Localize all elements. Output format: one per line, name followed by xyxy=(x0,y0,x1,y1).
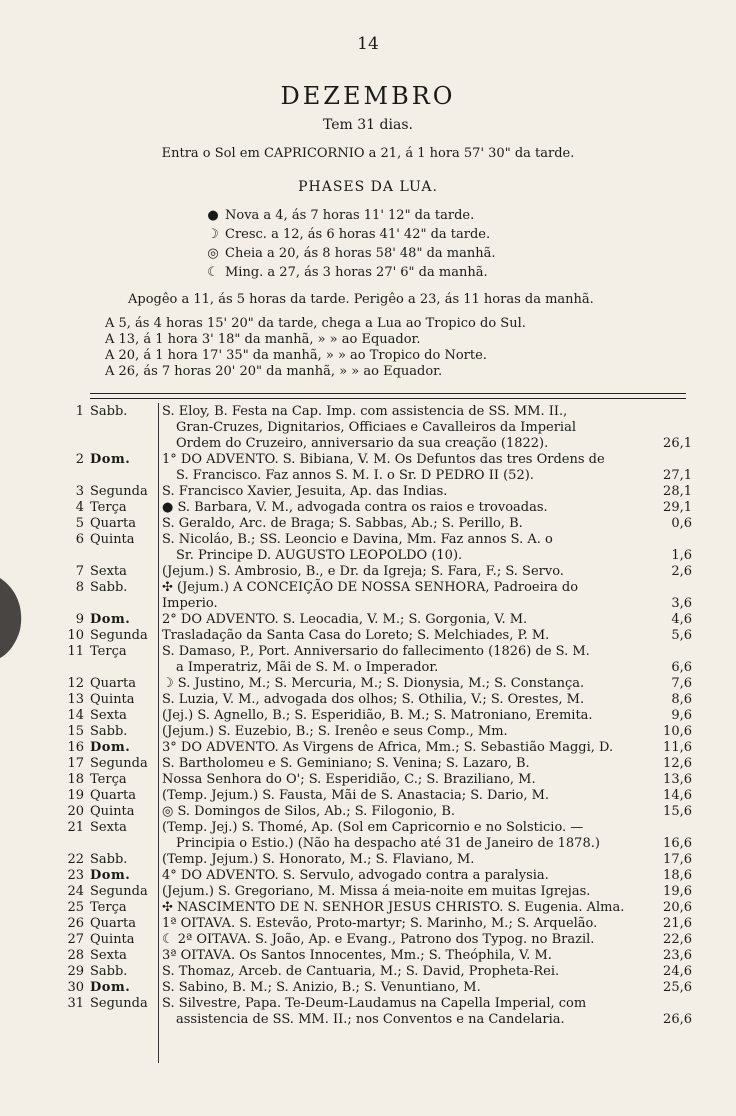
moon-phase xyxy=(205,206,495,225)
calendar-table xyxy=(62,404,692,1028)
feast-text xyxy=(162,484,630,500)
day-cell xyxy=(62,948,156,964)
day-number: 17 xyxy=(67,756,84,771)
moon-age-value: 29,1 xyxy=(663,500,692,515)
feast-line: Ordem do Cruzeiro, anniversario da sua creação (1822). xyxy=(176,436,549,451)
day-number: 19 xyxy=(67,788,84,803)
day-number: 12 xyxy=(67,676,84,691)
moon-age-value: 4,6 xyxy=(671,612,692,627)
day-number: 5 xyxy=(75,516,84,531)
phase-text: Cheia a 20, ás 8 horas 58' 48" da manhã. xyxy=(225,246,496,261)
feast-line: (Temp. Jejum.) S. Honorato, M.; S. Flaviano, M. xyxy=(162,852,475,867)
feast-text xyxy=(162,692,630,708)
full-moon-icon: ◎ xyxy=(207,246,219,261)
moon-age-value: 25,6 xyxy=(663,980,692,995)
day-cell xyxy=(62,852,156,868)
moon-age-value: 1,6 xyxy=(671,548,692,563)
moon-age-value: 15,6 xyxy=(663,804,692,819)
moon-age-value: 23,6 xyxy=(663,948,692,963)
day-number: 3 xyxy=(75,484,84,499)
moon-age-value: 21,6 xyxy=(663,916,692,931)
feast-text xyxy=(162,676,630,692)
calendar-row xyxy=(62,932,692,948)
weekday: Sexta xyxy=(90,708,127,723)
weekday: Sabb. xyxy=(90,580,128,595)
day-number: 4 xyxy=(75,500,84,515)
phases-title: PHASES DA LUA. xyxy=(298,179,438,195)
day-number: 20 xyxy=(67,804,84,819)
day-number: 22 xyxy=(67,852,84,867)
page-edge-ornament xyxy=(0,570,30,660)
feast-line: (Jejum.) S. Ambrosio, B., e Dr. da Igreja; S. Fara, F.; S. Servo. xyxy=(162,564,564,579)
calendar-row xyxy=(62,948,692,964)
weekday: Sexta xyxy=(90,564,127,579)
moon-phase xyxy=(205,263,495,282)
feast-line: 1ª OITAVA. S. Estevão, Proto-martyr; S. Marinho, M.; S. Arquelão. xyxy=(162,916,598,931)
day-number: 11 xyxy=(67,644,84,659)
weekday: Dom. xyxy=(90,980,131,995)
weekday: Sabb. xyxy=(90,964,128,979)
day-cell xyxy=(62,724,156,740)
calendar-row xyxy=(62,820,692,852)
feast-line: S. Damaso, P., Port. Anniversario do fallecimento (1826) de S. M. xyxy=(162,644,590,659)
calendar-row xyxy=(62,884,692,900)
feast-text xyxy=(162,964,630,980)
moon-age-value: 24,6 xyxy=(663,964,692,979)
day-cell xyxy=(62,676,156,692)
feast-line: S. Nicoláo, B.; SS. Leoncio e Davina, Mm. Faz annos S. A. o xyxy=(162,532,553,547)
weekday: Quinta xyxy=(90,532,135,547)
day-number: 9 xyxy=(75,612,84,627)
day-cell xyxy=(62,708,156,724)
weekday: Segunda xyxy=(90,884,148,899)
feast-text xyxy=(162,788,630,804)
phase-text: Cresc. a 12, ás 6 horas 41' 42" da tarde. xyxy=(225,227,491,242)
feast-line: S. Sabino, B. M.; S. Anizio, B.; S. Venuntiano, M. xyxy=(162,980,481,995)
feast-line: S. Francisco Xavier, Jesuita, Ap. das Indias. xyxy=(162,484,448,499)
weekday: Dom. xyxy=(90,740,131,755)
feast-line: ✣ (Jejum.) A CONCEIÇÃO DE NOSSA SENHORA, Padroeira do Imperio. xyxy=(162,580,579,611)
calendar-row xyxy=(62,564,692,580)
moon-age-value: 16,6 xyxy=(663,836,692,851)
feast-text xyxy=(162,628,630,644)
moon-age-value: 2,6 xyxy=(671,564,692,579)
days-count: Tem 31 dias. xyxy=(323,117,413,133)
weekday: Dom. xyxy=(90,868,131,883)
day-cell xyxy=(62,564,156,580)
moon-age-value: 6,6 xyxy=(671,660,692,675)
weekday: Sabb. xyxy=(90,852,128,867)
day-number: 29 xyxy=(67,964,84,979)
day-number: 21 xyxy=(67,820,84,835)
weekday: Segunda xyxy=(90,756,148,771)
feast-line: (Temp. Jejum.) S. Fausta, Mãi de S. Anastacia; S. Dario, M. xyxy=(162,788,550,803)
day-number: 28 xyxy=(67,948,84,963)
feast-line: ☽ S. Justino, M.; S. Mercuria, M.; S. Dionysia, M.; S. Constança. xyxy=(162,676,585,691)
double-rule-top xyxy=(90,393,686,394)
day-number: 16 xyxy=(67,740,84,755)
moon-age-value: 8,6 xyxy=(671,692,692,707)
feast-line: S. Geraldo, Arc. de Braga; S. Sabbas, Ab.; S. Perillo, B. xyxy=(162,516,523,531)
day-cell xyxy=(62,804,156,820)
weekday: Quarta xyxy=(90,916,136,931)
feast-text xyxy=(162,772,630,788)
day-number: 6 xyxy=(75,532,84,547)
day-number: 10 xyxy=(67,628,84,643)
phase-text: Nova a 4, ás 7 horas 11' 12" da tarde. xyxy=(225,208,475,223)
day-cell xyxy=(62,820,156,836)
double-rule-bottom xyxy=(90,398,686,399)
calendar-row xyxy=(62,692,692,708)
calendar-row xyxy=(62,996,692,1028)
moon-phases-list xyxy=(205,206,495,282)
moon-age-value: 7,6 xyxy=(671,676,692,691)
weekday: Sexta xyxy=(90,820,127,835)
moon-age-value: 9,6 xyxy=(671,708,692,723)
day-number: 27 xyxy=(67,932,84,947)
feast-text xyxy=(162,900,630,916)
feast-text xyxy=(162,756,630,772)
weekday: Dom. xyxy=(90,612,131,627)
weekday: Sabb. xyxy=(90,724,128,739)
calendar-row xyxy=(62,500,692,516)
feast-text xyxy=(162,884,630,900)
feast-line: 3° DO ADVENTO. As Virgens de Africa, Mm.; S. Sebastião Maggi, D. xyxy=(162,740,614,755)
moon-age-value: 20,6 xyxy=(663,900,692,915)
weekday: Terça xyxy=(90,644,127,659)
day-cell xyxy=(62,692,156,708)
first-quarter-icon: ☽ xyxy=(207,227,219,242)
feast-text xyxy=(162,980,630,996)
feast-line: 3ª OITAVA. Os Santos Innocentes, Mm.; S. Theóphila, V. M. xyxy=(162,948,552,963)
feast-text xyxy=(162,580,630,612)
feast-text xyxy=(162,516,630,532)
moon-phase xyxy=(205,244,495,263)
feast-line: (Jej.) S. Agnello, B.; S. Esperidião, B. M.; S. Matroniano, Eremita. xyxy=(162,708,593,723)
weekday: Quarta xyxy=(90,676,136,691)
weekday: Segunda xyxy=(90,628,148,643)
feast-line: 2° DO ADVENTO. S. Leocadia, V. M.; S. Gorgonia, V. M. xyxy=(162,612,528,627)
weekday: Sexta xyxy=(90,948,127,963)
feast-line: ◎ S. Domingos de Silos, Ab.; S. Filogonio, B. xyxy=(162,804,456,819)
feast-text xyxy=(162,820,630,852)
month-title: DEZEMBRO xyxy=(280,82,456,110)
feast-text xyxy=(162,932,630,948)
phase-text: Ming. a 27, ás 3 horas 27' 6" da manhã. xyxy=(225,265,488,280)
feast-line: S. Silvestre, Papa. Te-Deum-Laudamus na Capella Imperial, com xyxy=(162,996,587,1011)
feast-line: Gran-Cruzes, Dignitarios, Officiaes e Cavalleiros da Imperial xyxy=(176,420,576,435)
calendar-row xyxy=(62,404,692,452)
day-number: 18 xyxy=(67,772,84,787)
last-quarter-icon: ☾ xyxy=(207,265,219,280)
feast-text xyxy=(162,452,630,484)
calendar-row xyxy=(62,452,692,484)
day-cell xyxy=(62,532,156,548)
day-number: 31 xyxy=(67,996,84,1011)
weekday: Terça xyxy=(90,900,127,915)
calendar-row xyxy=(62,708,692,724)
moon-age-value: 14,6 xyxy=(663,788,692,803)
feast-line: S. Francisco. Faz annos S. M. I. o Sr. D PEDRO II (52). xyxy=(176,468,534,483)
moon-age-value: 26,1 xyxy=(663,436,692,451)
calendar-row xyxy=(62,980,692,996)
moon-age-value: 11,6 xyxy=(663,740,692,755)
day-cell xyxy=(62,980,156,996)
day-cell xyxy=(62,964,156,980)
feast-line: ☾ 2ª OITAVA. S. João, Ap. e Evang., Patrono dos Typog. no Brazil. xyxy=(162,932,595,947)
feast-text xyxy=(162,996,630,1028)
moon-age-value: 18,6 xyxy=(663,868,692,883)
day-cell xyxy=(62,580,156,596)
calendar-row xyxy=(62,532,692,564)
calendar-row xyxy=(62,628,692,644)
calendar-row xyxy=(62,900,692,916)
day-cell xyxy=(62,868,156,884)
calendar-row xyxy=(62,676,692,692)
weekday: Terça xyxy=(90,500,127,515)
feast-line: S. Thomaz, Arceb. de Cantuaria, M.; S. David, Propheta-Rei. xyxy=(162,964,560,979)
day-cell xyxy=(62,996,156,1012)
moon-age-value: 13,6 xyxy=(663,772,692,787)
lunar-tropics-list xyxy=(105,316,526,380)
weekday: Quarta xyxy=(90,516,136,531)
day-number: 8 xyxy=(75,580,84,595)
moon-phase xyxy=(205,225,495,244)
day-number: 23 xyxy=(67,868,84,883)
calendar-row xyxy=(62,516,692,532)
weekday: Sabb. xyxy=(90,404,128,419)
tropic-line: A 26, ás 7 horas 20' 20" da manhã, » » ao Equador. xyxy=(105,364,443,379)
day-cell xyxy=(62,404,156,420)
calendar-row xyxy=(62,868,692,884)
calendar-row xyxy=(62,804,692,820)
moon-age-value: 0,6 xyxy=(671,516,692,531)
day-cell xyxy=(62,612,156,628)
day-number: 14 xyxy=(67,708,84,723)
feast-line: (Jejum.) S. Gregoriano, M. Missa á meia-noite em muitas Igrejas. xyxy=(162,884,591,899)
feast-line: S. Eloy, B. Festa na Cap. Imp. com assistencia de SS. MM. II., xyxy=(162,404,568,419)
moon-age-value: 10,6 xyxy=(663,724,692,739)
day-cell xyxy=(62,884,156,900)
weekday: Dom. xyxy=(90,452,131,467)
day-number: 26 xyxy=(67,916,84,931)
calendar-row xyxy=(62,916,692,932)
calendar-row xyxy=(62,644,692,676)
day-cell xyxy=(62,484,156,500)
weekday: Segunda xyxy=(90,996,148,1011)
feast-line: S. Luzia, V. M., advogada dos olhos; S. Othilia, V.; S. Orestes, M. xyxy=(162,692,585,707)
page-number: 14 xyxy=(357,34,379,54)
day-number: 2 xyxy=(75,452,84,467)
day-cell xyxy=(62,740,156,756)
calendar-row xyxy=(62,772,692,788)
day-cell xyxy=(62,516,156,532)
feast-text xyxy=(162,740,630,756)
calendar-row xyxy=(62,484,692,500)
calendar-row xyxy=(62,724,692,740)
feast-text xyxy=(162,852,630,868)
calendar-row xyxy=(62,740,692,756)
feast-text xyxy=(162,916,630,932)
day-cell xyxy=(62,788,156,804)
weekday: Terça xyxy=(90,772,127,787)
tropic-line: A 20, á 1 hora 17' 35" da manhã, » » ao Tropico do Norte. xyxy=(105,348,487,363)
day-cell xyxy=(62,500,156,516)
moon-age-value: 22,6 xyxy=(663,932,692,947)
day-cell xyxy=(62,644,156,660)
feast-text xyxy=(162,948,630,964)
feast-line: Trasladação da Santa Casa do Loreto; S. Melchiades, P. M. xyxy=(162,628,550,643)
day-number: 7 xyxy=(75,564,84,579)
sun-entry: Entra o Sol em CAPRICORNIO a 21, á 1 hora 57' 30" da tarde. xyxy=(161,146,575,161)
moon-age-value: 5,6 xyxy=(671,628,692,643)
calendar-row xyxy=(62,580,692,612)
day-number: 24 xyxy=(67,884,84,899)
feast-text xyxy=(162,500,630,516)
feast-line: (Jejum.) S. Euzebio, B.; S. Irenêo e seus Comp., Mm. xyxy=(162,724,508,739)
feast-text xyxy=(162,532,630,564)
day-number: 25 xyxy=(67,900,84,915)
feast-line: ● S. Barbara, V. M., advogada contra os raios e trovoadas. xyxy=(162,500,548,515)
apogee-perigee: Apogêo a 11, ás 5 horas da tarde. Perigêo a 23, ás 11 horas da manhã. xyxy=(128,292,594,307)
day-cell xyxy=(62,772,156,788)
moon-age-value: 19,6 xyxy=(663,884,692,899)
feast-line: assistencia de SS. MM. II.; nos Conventos e na Candelaria. xyxy=(176,1012,565,1027)
weekday: Segunda xyxy=(90,484,148,499)
day-cell xyxy=(62,452,156,468)
feast-text xyxy=(162,612,630,628)
tropic-line: A 5, ás 4 horas 15' 20" da tarde, chega a Lua ao Tropico do Sul. xyxy=(105,316,526,331)
calendar-row xyxy=(62,852,692,868)
day-cell xyxy=(62,916,156,932)
feast-line: Nossa Senhora do O'; S. Esperidião, C.; S. Braziliano, M. xyxy=(162,772,536,787)
feast-line: a Imperatriz, Mãi de S. M. o Imperador. xyxy=(176,660,439,675)
weekday: Quarta xyxy=(90,788,136,803)
moon-age-value: 12,6 xyxy=(663,756,692,771)
day-cell xyxy=(62,628,156,644)
calendar-row xyxy=(62,612,692,628)
feast-text xyxy=(162,404,630,452)
day-number: 30 xyxy=(67,980,84,995)
calendar-row xyxy=(62,964,692,980)
moon-age-value: 28,1 xyxy=(663,484,692,499)
moon-age-value: 3,6 xyxy=(671,596,692,611)
weekday: Quinta xyxy=(90,804,135,819)
moon-age-value: 17,6 xyxy=(663,852,692,867)
feast-line: Sr. Principe D. AUGUSTO LEOPOLDO (10). xyxy=(176,548,463,563)
day-number: 1 xyxy=(75,404,84,419)
new-moon-icon: ● xyxy=(207,208,219,223)
tropic-line: A 13, á 1 hora 3' 18" da manhã, » » ao Equador. xyxy=(105,332,421,347)
feast-line: S. Bartholomeu e S. Geminiano; S. Venina; S. Lazaro, B. xyxy=(162,756,530,771)
feast-text xyxy=(162,564,630,580)
calendar-row xyxy=(62,756,692,772)
feast-text xyxy=(162,724,630,740)
day-cell xyxy=(62,932,156,948)
feast-line: Principia o Estio.) (Não ha despacho até 31 de Janeiro de 1878.) xyxy=(176,836,600,851)
day-number: 13 xyxy=(67,692,84,707)
feast-line: 4° DO ADVENTO. S. Servulo, advogado contra a paralysia. xyxy=(162,868,549,883)
weekday: Quinta xyxy=(90,692,135,707)
weekday: Quinta xyxy=(90,932,135,947)
day-cell xyxy=(62,756,156,772)
moon-age-value: 27,1 xyxy=(663,468,692,483)
calendar-row xyxy=(62,788,692,804)
day-cell xyxy=(62,900,156,916)
day-number: 15 xyxy=(67,724,84,739)
feast-text xyxy=(162,644,630,676)
feast-line: 1° DO ADVENTO. S. Bibiana, V. M. Os Defuntos das tres Ordens de xyxy=(162,452,605,467)
feast-line: (Temp. Jej.) S. Thomé, Ap. (Sol em Capricornio e no Solsticio. — xyxy=(162,820,584,835)
feast-text xyxy=(162,708,630,724)
feast-text xyxy=(162,868,630,884)
feast-text xyxy=(162,804,630,820)
feast-line: ✣ NASCIMENTO DE N. SENHOR JESUS CHRISTO. S. Eugenia. Alma. xyxy=(162,900,625,915)
moon-age-value: 26,6 xyxy=(663,1012,692,1027)
